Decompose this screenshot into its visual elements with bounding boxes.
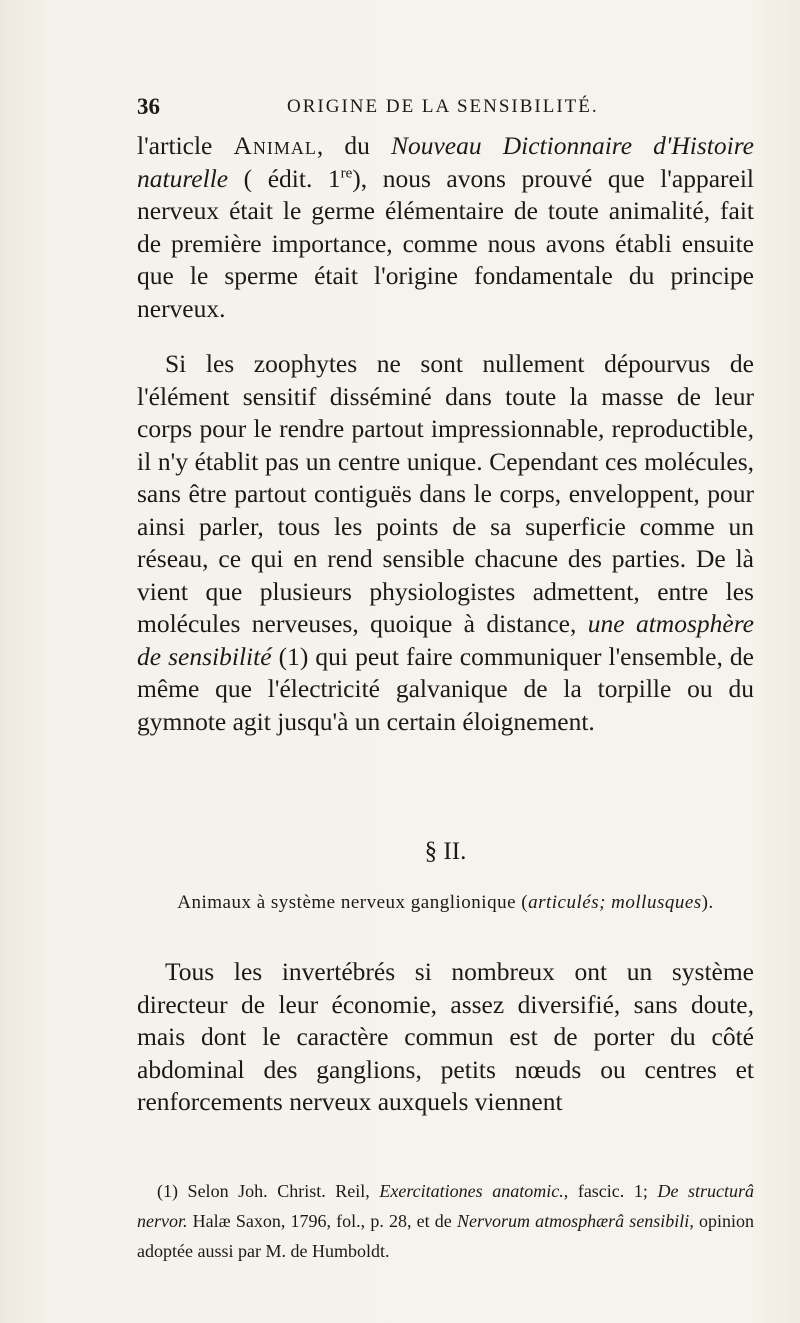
article-name: Animal [233, 131, 317, 160]
section-title: § II. [424, 838, 467, 865]
paragraph-1-text-c: ), nous avons prouvé que l'appareil nerveux était le germe élémentaire de toute animalité, fait de première importance, comme nous avons établi ensuite que le sperme était l'origine fondamentale du principe nerveux. [137, 163, 754, 323]
section-subtitle-text-a: Animaux à système nerveux ganglionique ( [177, 892, 529, 913]
paragraph-3: Tous les invertébrés si nombreux ont un système directeur de leur économie, assez diversifié, sans doute, mais dont le caractère commun est de porter du côté abdominal des ganglions, petits nœuds ou centres et renforcements nerveux auxquels viennent [137, 957, 754, 1116]
footnote [137, 1176, 754, 1266]
footnote-italic-b: De structurâ nervor. [137, 1181, 755, 1231]
footnote-text-c: Halæ Saxon, 1796, fol., p. 28, et de [187, 1211, 457, 1231]
paragraph-2-text-b: (1) qui peut faire communiquer l'ensemble, de même que l'électricité galvanique de la torpille ou du gymnote agit jusqu'à un certain éloignement. [137, 641, 754, 736]
footnote-text-d: , opinion adoptée aussi par M. de Humboldt. [137, 1211, 754, 1261]
paragraph-1-text-b: , du [316, 131, 391, 160]
dictionary-title: Nouveau Dictionnaire d'Histoire naturelle [137, 131, 755, 193]
paragraph-2-text-a: Si les zoophytes ne sont nullement dépourvus de l'élément sensitif disséminé dans toute la masse de leur corps pour le rendre partout impressionnable, reproductible, il n'y établit pas un centre unique. Cependant ces molécules, sans être partout contiguës dans le corps, enveloppent, pour ainsi parler, tous les points de sa superficie comme un réseau, ce qui en rend sensible chacune des parties. De là vient que plusieurs physiologistes admettent, entre les molécules nerveuses, quoique à distance, [137, 349, 754, 638]
section-subtitle-text-b: ). [701, 892, 714, 913]
running-title: ORIGINE DE LA SENSIBILITÉ. [287, 96, 599, 117]
page-header [137, 90, 754, 120]
footnote-italic-a: Exercitationes anatomic. [379, 1181, 564, 1201]
page-number: 36 [137, 94, 160, 119]
atmosphere-phrase: une atmosphère de sensibilité [137, 609, 754, 671]
paragraph-2 [137, 348, 754, 738]
footnote-text-a: (1) Selon Joh. Christ. Reil, [157, 1181, 380, 1201]
edition-superscript: re [340, 165, 353, 181]
section-subtitle [137, 892, 754, 914]
paragraph-1-text-a: l'article [137, 131, 234, 160]
paragraph-1 [137, 130, 754, 325]
section-subtitle-italic: articulés; mollusques [528, 892, 702, 913]
edition-text: ( édit. 1 [228, 163, 341, 193]
footnote-text-b: , fascic. 1; [563, 1181, 658, 1201]
footnote-italic-c: Nervorum atmosphærâ sensibili [456, 1211, 690, 1231]
